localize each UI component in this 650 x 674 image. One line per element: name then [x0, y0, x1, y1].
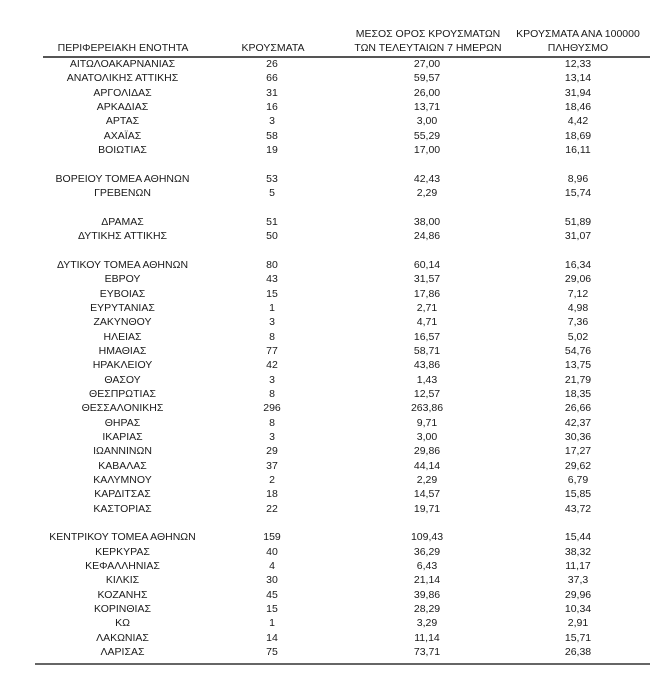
cell-region: ΚΕΡΚΥΡΑΣ	[95, 545, 150, 558]
cell-per100k: 4,42	[567, 115, 589, 128]
cell-cases: 30	[266, 574, 278, 587]
header-cases-label: ΚΡΟΥΣΜΑΤΑ	[241, 42, 305, 54]
table-row	[35, 71, 650, 85]
cell-avg7: 1,43	[416, 373, 438, 386]
table-row	[35, 559, 650, 573]
table-row	[35, 616, 650, 630]
cell-avg7: 9,71	[416, 416, 438, 429]
cell-region: ΔΥΤΙΚΗΣ ΑΤΤΙΚΗΣ	[77, 230, 168, 243]
table-row	[35, 229, 650, 243]
cell-region: ΑΡΚΑΔΙΑΣ	[96, 101, 149, 114]
cell-avg7: 2,29	[416, 473, 438, 486]
cell-per100k: 10,34	[564, 603, 592, 616]
cell-region: ΛΑΚΩΝΙΑΣ	[96, 631, 149, 644]
cell-avg7: 21,14	[413, 574, 441, 587]
cell-avg7: 38,00	[413, 215, 441, 228]
cell-cases: 51	[266, 215, 278, 228]
cell-per100k: 8,96	[567, 172, 589, 185]
header-cases	[223, 41, 323, 55]
cell-per100k: 16,34	[564, 258, 592, 271]
cell-per100k: 12,33	[564, 58, 592, 70]
cell-avg7: 29,86	[413, 445, 441, 458]
cell-per100k: 7,36	[567, 316, 589, 329]
cell-region: ΚΑΣΤΟΡΙΑΣ	[93, 502, 152, 515]
cell-avg7: 39,86	[413, 588, 441, 601]
table-row	[35, 114, 650, 128]
cell-avg7: 36,29	[413, 545, 441, 558]
cell-cases: 8	[269, 330, 275, 343]
cell-cases: 19	[266, 144, 278, 157]
cell-per100k: 29,06	[564, 273, 592, 286]
cell-cases: 18	[266, 488, 278, 501]
cell-cases: 77	[266, 344, 278, 357]
cell-region: ΔΥΤΙΚΟΥ ΤΟΜΕΑ ΑΘΗΝΩΝ	[56, 258, 189, 271]
header-per100k-line2: ΠΛΗΘΥΣΜΟ	[547, 42, 609, 54]
cell-avg7: 19,71	[413, 502, 441, 515]
table-header	[43, 27, 650, 58]
table-row	[35, 373, 650, 387]
cell-region: ΚΙΛΚΙΣ	[105, 574, 140, 587]
cell-avg7: 3,00	[416, 430, 438, 443]
cell-per100k: 54,76	[564, 344, 592, 357]
cell-avg7: 3,29	[416, 617, 438, 630]
table-row	[35, 588, 650, 602]
cell-cases: 14	[266, 631, 278, 644]
table-row	[35, 330, 650, 344]
table-row	[35, 387, 650, 401]
cell-region: ΗΛΕΙΑΣ	[103, 330, 142, 343]
cell-per100k: 38,32	[564, 545, 592, 558]
header-region-label: ΠΕΡΙΦΕΡΕΙΑΚΗ ΕΝΟΤΗΤΑ	[57, 42, 189, 54]
cell-cases: 66	[266, 72, 278, 85]
table-row	[35, 545, 650, 559]
cell-avg7: 11,14	[414, 631, 440, 644]
cell-cases: 2	[269, 473, 275, 486]
table-row	[35, 258, 650, 272]
cell-cases: 53	[266, 172, 278, 185]
cell-per100k: 21,79	[564, 373, 592, 386]
cell-avg7: 263,86	[410, 402, 444, 415]
cell-region: ΑΡΤΑΣ	[105, 115, 140, 128]
cell-region: ΑΡΓΟΛΙΔΑΣ	[93, 86, 152, 99]
cell-per100k: 43,72	[564, 502, 592, 515]
cell-per100k: 29,96	[564, 588, 592, 601]
cell-avg7: 14,57	[413, 488, 441, 501]
cell-per100k: 4,98	[567, 301, 589, 314]
table-row	[35, 573, 650, 587]
cell-avg7: 2,29	[416, 187, 438, 200]
cell-region: ΑΙΤΩΛΟΑΚΑΡΝΑΝΙΑΣ	[69, 58, 176, 70]
cell-region: ΗΜΑΘΙΑΣ	[98, 344, 147, 357]
cell-cases: 5	[269, 187, 275, 200]
table-row	[35, 57, 650, 71]
cell-avg7: 13,71	[413, 101, 441, 114]
cell-per100k: 15,74	[564, 187, 592, 200]
cell-per100k: 42,37	[564, 416, 592, 429]
table-row	[35, 459, 650, 473]
cell-avg7: 27,00	[413, 58, 441, 70]
header-avg7	[353, 27, 503, 55]
cell-avg7: 43,86	[413, 359, 441, 372]
cell-region: ΛΑΡΙΣΑΣ	[100, 646, 145, 659]
cell-region: ΙΚΑΡΙΑΣ	[102, 430, 143, 443]
cell-cases: 45	[266, 588, 278, 601]
cell-avg7: 4,71	[416, 316, 438, 329]
cell-cases: 3	[269, 373, 275, 386]
cell-region: ΚΕΦΑΛΛΗΝΙΑΣ	[85, 560, 160, 573]
cell-cases: 40	[266, 545, 278, 558]
cell-per100k: 29,62	[564, 459, 592, 472]
table-row	[35, 416, 650, 430]
cell-avg7: 26,00	[413, 86, 441, 99]
cell-region: ΕΥΒΟΙΑΣ	[99, 287, 146, 300]
cell-avg7: 59,57	[413, 72, 441, 85]
spacer-row	[35, 243, 650, 257]
cell-per100k: 17,27	[564, 445, 592, 458]
table-row	[35, 215, 650, 229]
cell-per100k: 26,38	[564, 646, 592, 659]
cell-cases: 1	[269, 617, 275, 630]
cell-region: ΚΑΛΥΜΝΟΥ	[93, 473, 152, 486]
cell-avg7: 24,86	[413, 230, 441, 243]
cell-avg7: 58,71	[413, 344, 441, 357]
cell-avg7: 31,57	[413, 273, 441, 286]
cell-region: ΚΑΒΑΛΑΣ	[98, 459, 147, 472]
cell-region: ΕΥΡΥΤΑΝΙΑΣ	[90, 301, 155, 314]
cell-region: ΘΕΣΠΡΩΤΙΑΣ	[89, 387, 156, 400]
table-row	[35, 129, 650, 143]
cell-cases: 296	[263, 402, 281, 415]
header-region	[43, 41, 203, 55]
table-bottom-rule	[35, 663, 650, 665]
table-row	[35, 530, 650, 544]
cell-cases: 16	[266, 101, 278, 114]
cell-cases: 50	[266, 230, 278, 243]
table-row	[35, 473, 650, 487]
cell-per100k: 30,36	[564, 430, 592, 443]
cell-region: ΚΟΖΑΝΗΣ	[97, 588, 148, 601]
header-avg7-line1: ΜΕΣΟΣ ΟΡΟΣ ΚΡΟΥΣΜΑΤΩΝ	[355, 28, 501, 40]
cell-avg7: 2,71	[416, 301, 438, 314]
table-row	[35, 172, 650, 186]
cell-cases: 3	[269, 316, 275, 329]
cell-per100k: 15,85	[564, 488, 592, 501]
cell-region: ΚΑΡΔΙΤΣΑΣ	[94, 488, 151, 501]
table-row	[35, 344, 650, 358]
cell-cases: 37	[266, 459, 278, 472]
cell-cases: 42	[266, 359, 278, 372]
cell-region: ΕΒΡΟΥ	[104, 273, 141, 286]
cell-region: ΘΗΡΑΣ	[104, 416, 141, 429]
cell-avg7: 17,86	[413, 287, 441, 300]
cell-per100k: 51,89	[564, 215, 592, 228]
cell-region: ΑΧΑΪΑΣ	[103, 129, 142, 142]
cell-region: ΔΡΑΜΑΣ	[101, 215, 144, 228]
table-row	[35, 444, 650, 458]
table-row	[35, 301, 650, 315]
cell-per100k: 11,17	[565, 560, 591, 573]
cell-cases: 15	[266, 287, 278, 300]
header-avg7-line2: ΤΩΝ ΤΕΛΕΥΤΑΙΩΝ 7 ΗΜΕΡΩΝ	[354, 42, 502, 54]
cell-region: ΚΩ	[115, 617, 130, 630]
cell-cases: 58	[266, 129, 278, 142]
cell-per100k: 15,71	[564, 631, 592, 644]
cell-per100k: 5,02	[567, 330, 589, 343]
cell-avg7: 55,29	[413, 129, 441, 142]
cell-per100k: 18,69	[564, 129, 592, 142]
cell-per100k: 18,35	[564, 387, 592, 400]
cell-avg7: 28,29	[413, 603, 441, 616]
table-row	[35, 631, 650, 645]
cell-region: ΙΩΑΝΝΙΝΩΝ	[93, 445, 152, 458]
cell-region: ΒΟΡΕΙΟΥ ΤΟΜΕΑ ΑΘΗΝΩΝ	[55, 172, 190, 185]
cell-per100k: 16,11	[565, 144, 591, 157]
table-row	[35, 100, 650, 114]
table-row	[35, 502, 650, 516]
cell-per100k: 31,94	[564, 86, 592, 99]
cell-per100k: 37,3	[567, 574, 589, 587]
table-body	[35, 57, 650, 659]
cell-avg7: 3,00	[416, 115, 438, 128]
cell-region: ΓΡΕΒΕΝΩΝ	[94, 187, 151, 200]
header-per100k-line1: ΚΡΟΥΣΜΑΤΑ ΑΝΑ 100000	[516, 28, 640, 40]
cell-cases: 43	[266, 273, 278, 286]
cell-cases: 80	[266, 258, 278, 271]
cell-cases: 1	[269, 301, 275, 314]
cell-avg7: 16,57	[413, 330, 441, 343]
table-row	[35, 487, 650, 501]
table-row	[35, 287, 650, 301]
table-row	[35, 143, 650, 157]
cell-cases: 8	[269, 387, 275, 400]
cell-cases: 3	[269, 430, 275, 443]
cell-per100k: 6,79	[567, 473, 589, 486]
cell-avg7: 73,71	[413, 646, 441, 659]
cell-region: ΘΑΣΟΥ	[104, 373, 141, 386]
cell-cases: 29	[266, 445, 278, 458]
cell-avg7: 60,14	[413, 258, 441, 271]
table-row	[35, 272, 650, 286]
cell-cases: 159	[263, 531, 281, 544]
cell-region: ΚΕΝΤΡΙΚΟΥ ΤΟΜΕΑ ΑΘΗΝΩΝ	[49, 531, 196, 544]
table-row	[35, 358, 650, 372]
spacer-row	[35, 516, 650, 530]
spacer-row	[35, 157, 650, 171]
cell-region: ΗΡΑΚΛΕΙΟΥ	[92, 359, 153, 372]
cell-per100k: 31,07	[564, 230, 592, 243]
cell-avg7: 12,57	[413, 387, 441, 400]
cell-cases: 22	[266, 502, 278, 515]
spacer-row	[35, 200, 650, 214]
table-row	[35, 315, 650, 329]
cell-cases: 75	[266, 646, 278, 659]
cell-avg7: 17,00	[413, 144, 441, 157]
cell-region: ΖΑΚΥΝΘΟΥ	[93, 316, 152, 329]
table-row	[35, 645, 650, 659]
table-row	[35, 430, 650, 444]
cell-per100k: 26,66	[564, 402, 592, 415]
cell-avg7: 6,43	[416, 560, 438, 573]
cell-cases: 31	[266, 86, 278, 99]
cell-cases: 26	[266, 58, 278, 70]
cell-per100k: 7,12	[567, 287, 589, 300]
table-row	[35, 186, 650, 200]
cell-cases: 8	[269, 416, 275, 429]
cell-per100k: 13,14	[564, 72, 592, 85]
cell-per100k: 2,91	[567, 617, 589, 630]
cell-cases: 3	[269, 115, 275, 128]
table-row	[35, 86, 650, 100]
cell-per100k: 13,75	[564, 359, 592, 372]
header-per100k	[508, 27, 648, 55]
cell-region: ΑΝΑΤΟΛΙΚΗΣ ΑΤΤΙΚΗΣ	[66, 72, 179, 85]
cell-avg7: 109,43	[410, 531, 444, 544]
cell-per100k: 18,46	[564, 101, 592, 114]
table-row	[35, 401, 650, 415]
cell-per100k: 15,44	[564, 531, 592, 544]
table-row	[35, 602, 650, 616]
cell-cases: 4	[269, 560, 275, 573]
cell-region: ΚΟΡΙΝΘΙΑΣ	[94, 603, 151, 616]
cell-cases: 15	[266, 603, 278, 616]
cell-avg7: 42,43	[413, 172, 441, 185]
cell-region: ΘΕΣΣΑΛΟΝΙΚΗΣ	[81, 402, 164, 415]
cell-avg7: 44,14	[413, 459, 441, 472]
cell-region: ΒΟΙΩΤΙΑΣ	[98, 144, 147, 157]
